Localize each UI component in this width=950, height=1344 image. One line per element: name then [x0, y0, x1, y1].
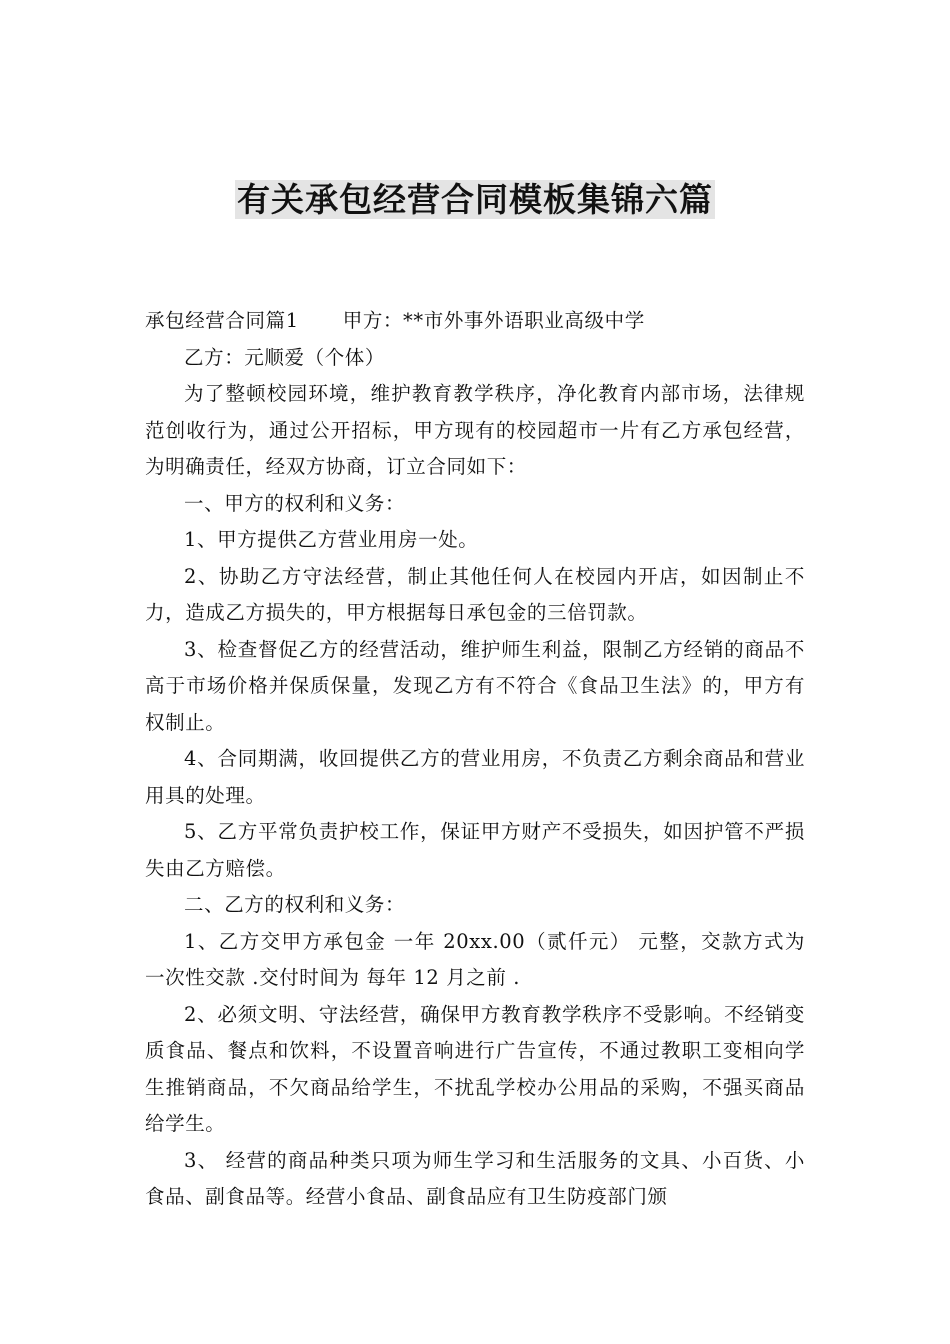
paragraph: 3、 经营的商品种类只项为师生学习和生活服务的文具、小百货、小食品、副食品等。经营小食品、副食品应有卫生防疫部门颁: [145, 1148, 805, 1208]
contract-heading-line: [145, 303, 805, 340]
document-body: [145, 303, 805, 1216]
paragraph: 1、甲方提供乙方营业用房一处。: [184, 528, 479, 551]
paragraph: 一、甲方的权利和义务：: [184, 491, 406, 515]
paragraph: 2、协助乙方守法经营，制止其他任何人在校园内开店，如因制止不力，造成乙方损失的，甲方根据每日承包金的三倍罚款。: [145, 564, 805, 624]
contract-section-label: 承包经营合同篇1: [145, 309, 299, 332]
document-title: [0, 176, 950, 224]
paragraph: 1、乙方交甲方承包金 一年 20xx.00（贰仟元） 元整，交款方式为 一次性交款 .交付时间为 每年 12 月之前 .: [145, 929, 805, 989]
paragraph: 2、必须文明、守法经营，确保甲方教育教学秩序不受影响。不经销变质食品、餐点和饮料，不设置音响进行广告宣传，不通过教职工变相向学生推销商品，不欠商品给学生，不扰乱学校办公用品的采购，不强买商品给学生。: [145, 1002, 805, 1135]
document-title-text: 有关承包经营合同模板集锦六篇: [237, 180, 713, 219]
paragraph: 乙方：元顺爱（个体）: [184, 345, 386, 369]
paragraph: 5、乙方平常负责护校工作，保证甲方财产不受损失，如因护管不严损失由乙方赔偿。: [145, 820, 805, 880]
party-a-label: 甲方：**市外事外语职业高级中学: [342, 309, 645, 332]
paragraph: 为了整顿校园环境，维护教育教学秩序，净化教育内部市场，法律规范创收行为，通过公开招标，甲方现有的校园超市一片有乙方承包经营，为明确责任，经双方协商，订立合同如下：: [145, 382, 805, 478]
paragraph: 3、检查督促乙方的经营活动，维护师生利益，限制乙方经销的商品不高于市场价格并保质保量，发现乙方有不符合《食品卫生法》的，甲方有权制止。: [145, 637, 805, 734]
paragraph: 二、乙方的权利和义务：: [184, 893, 406, 916]
paragraph: 4、合同期满，收回提供乙方的营业用房，不负责乙方剩余商品和营业用具的处理。: [145, 747, 805, 807]
